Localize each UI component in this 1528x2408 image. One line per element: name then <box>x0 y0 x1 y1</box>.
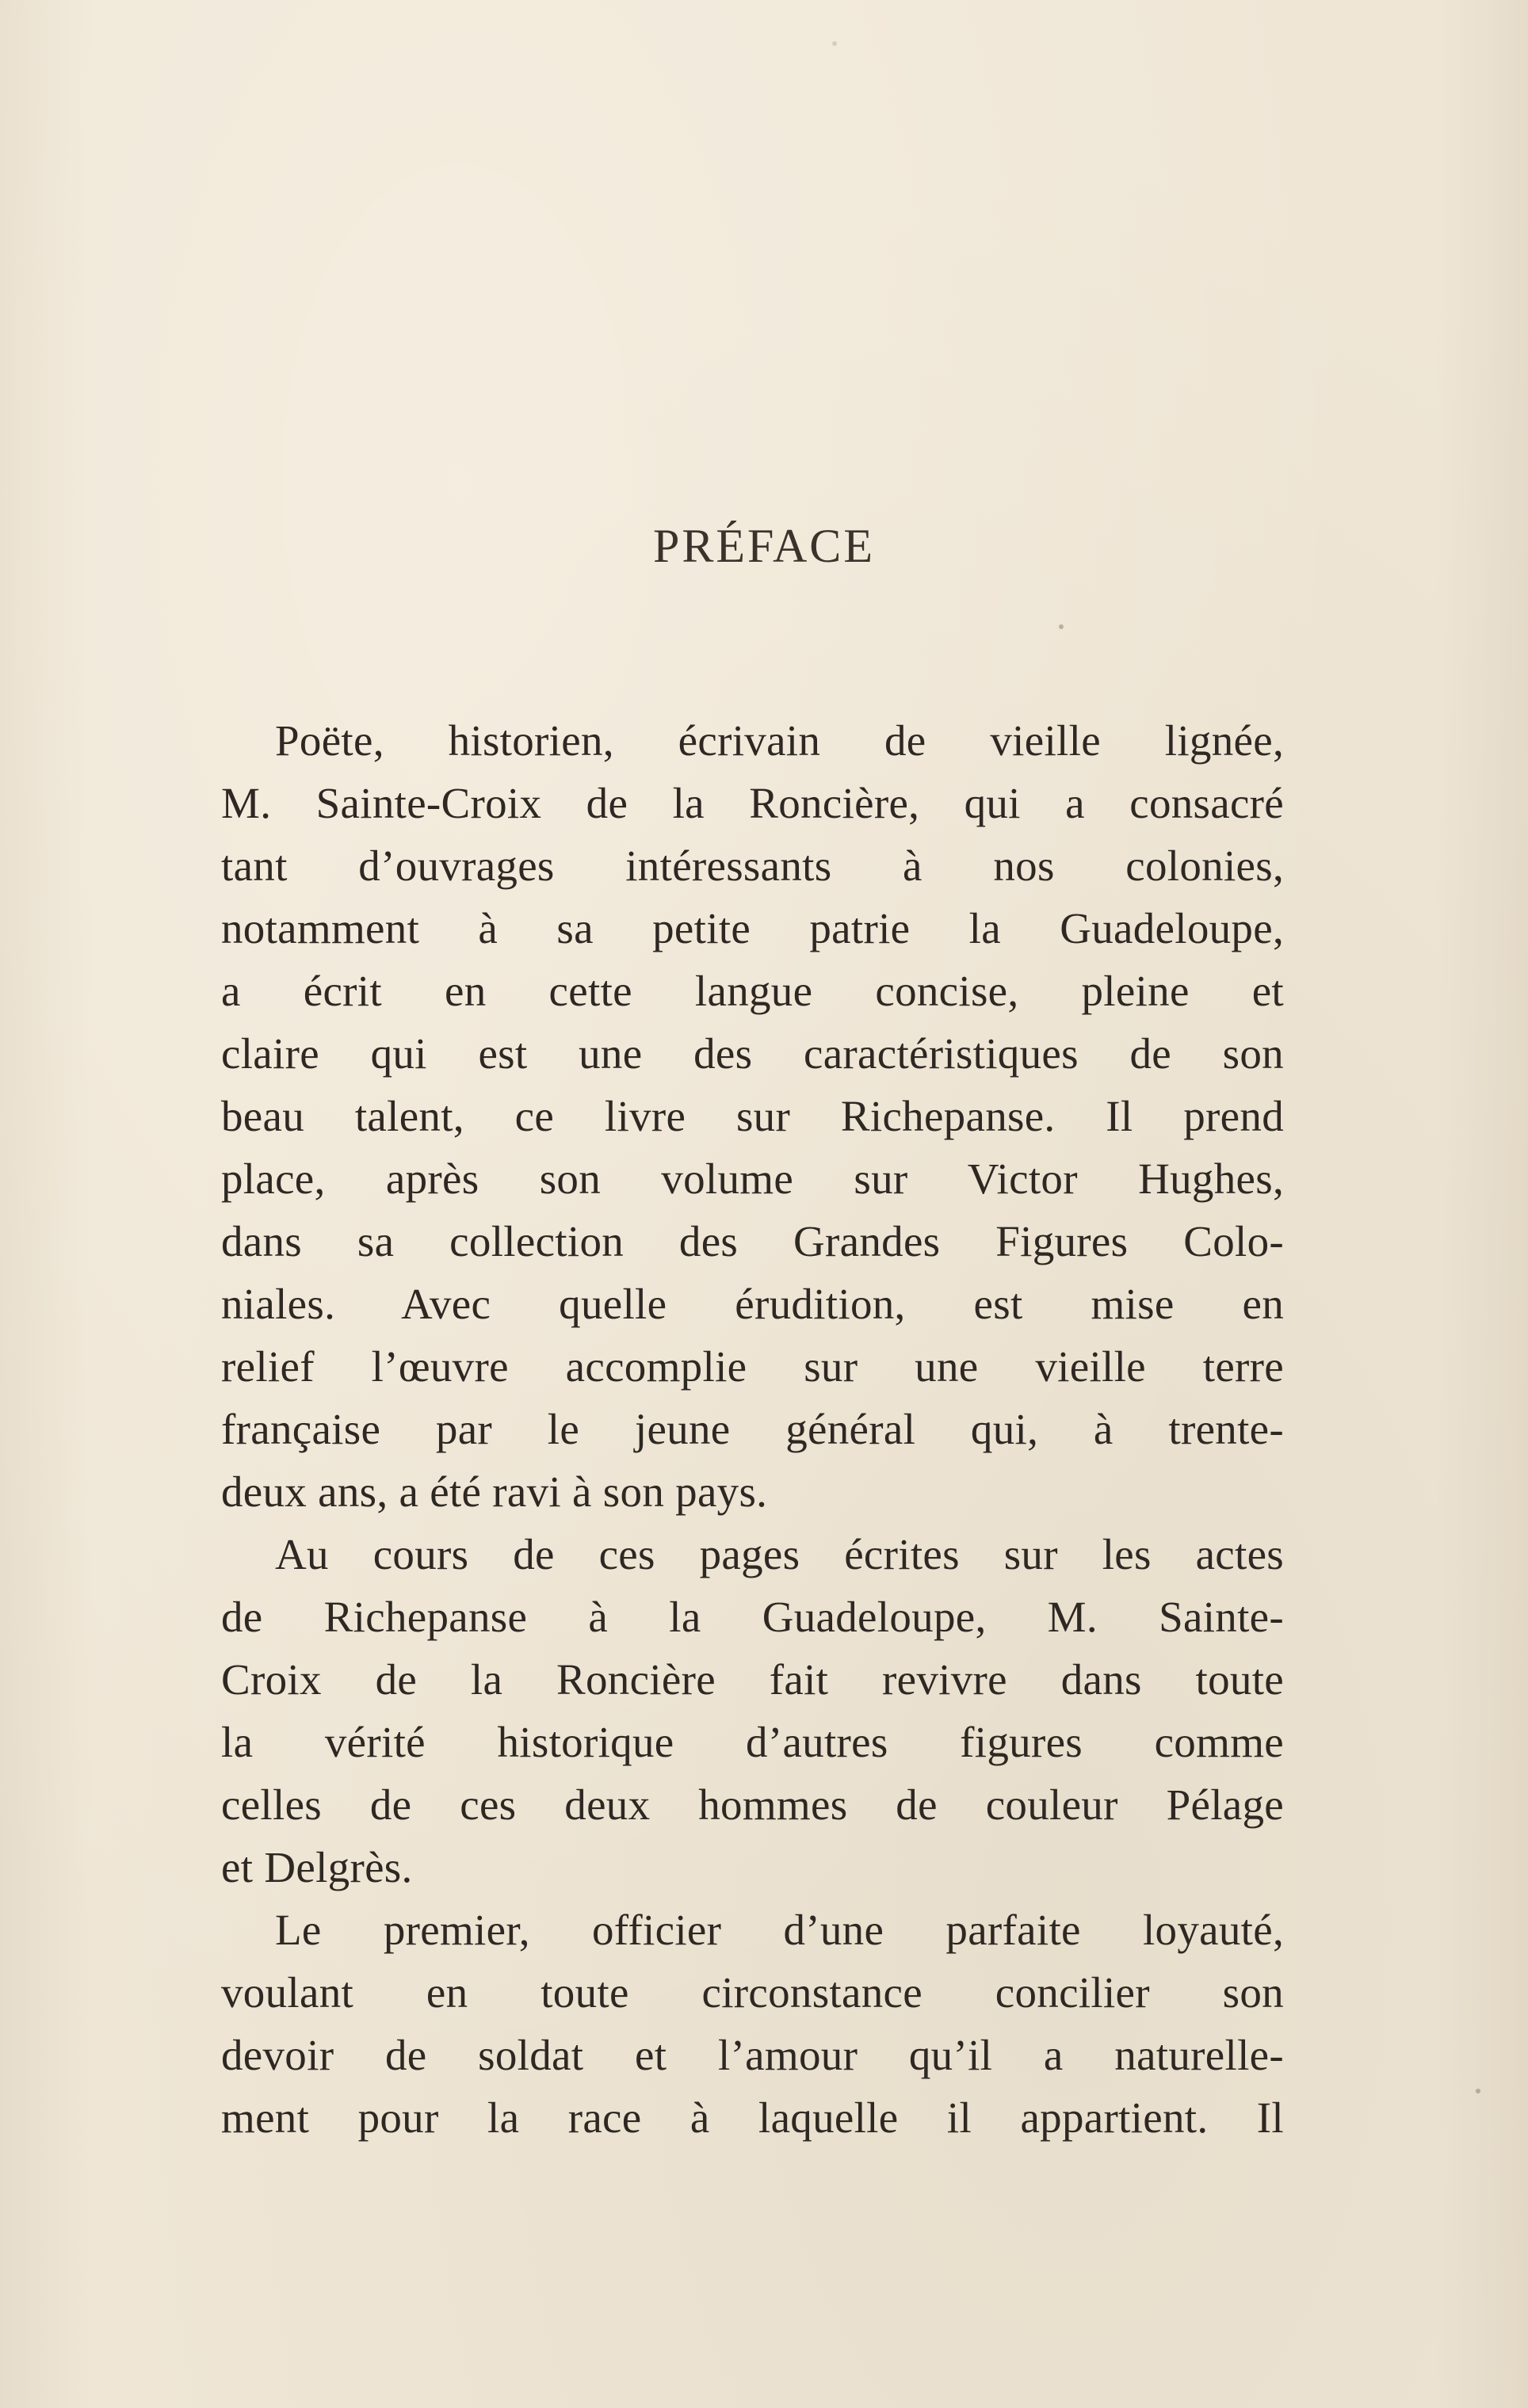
preface-text <box>221 709 1284 2149</box>
text-line: Au cours de ces pages écrites sur les actes <box>275 1530 1284 1578</box>
text-line: devoir de soldat et l’amour qu’il a naturelle- <box>221 2031 1284 2079</box>
text-line: de Richepanse à la Guadeloupe, M. Sainte- <box>221 1593 1284 1641</box>
text-line: relief l’œuvre accomplie sur une vieille terre <box>221 1342 1284 1391</box>
paper-speck <box>1476 2089 1480 2093</box>
text-line: celles de ces deux hommes de couleur Pélage <box>221 1780 1284 1829</box>
text-line: française par le jeune général qui, à trente- <box>221 1405 1284 1453</box>
text-line: place, après son volume sur Victor Hughes, <box>221 1154 1284 1203</box>
paper-speck <box>832 41 837 46</box>
text-line: Poëte, historien, écrivain de vieille lignée, <box>275 716 1284 765</box>
text-line: voulant en toute circonstance concilier son <box>221 1968 1284 2017</box>
text-line: notamment à sa petite patrie la Guadeloupe, <box>221 904 1284 952</box>
text-line: M. Sainte-Croix de la Roncière, qui a consacré <box>221 779 1284 827</box>
text-line: et Delgrès. <box>221 1843 413 1891</box>
text-line: a écrit en cette langue concise, pleine et <box>221 967 1284 1015</box>
text-line: tant d’ouvrages intéressants à nos colonies, <box>221 841 1284 890</box>
text-line: deux ans, a été ravi à son pays. <box>221 1467 768 1516</box>
page-title: PRÉFACE <box>653 520 875 572</box>
text-line: niales. Avec quelle érudition, est mise en <box>221 1280 1284 1328</box>
text-line: Le premier, officier d’une parfaite loyauté, <box>275 1906 1284 1954</box>
text-line: claire qui est une des caractéristiques de son <box>221 1029 1284 1078</box>
text-line: ment pour la race à laquelle il appartient. Il <box>221 2093 1284 2142</box>
paper-speck <box>1059 624 1064 629</box>
text-line: dans sa collection des Grandes Figures Colo- <box>221 1217 1284 1265</box>
text-line: beau talent, ce livre sur Richepanse. Il prend <box>221 1092 1284 1140</box>
text-line: la vérité historique d’autres figures comme <box>221 1718 1284 1766</box>
text-line: Croix de la Roncière fait revivre dans toute <box>221 1655 1284 1704</box>
